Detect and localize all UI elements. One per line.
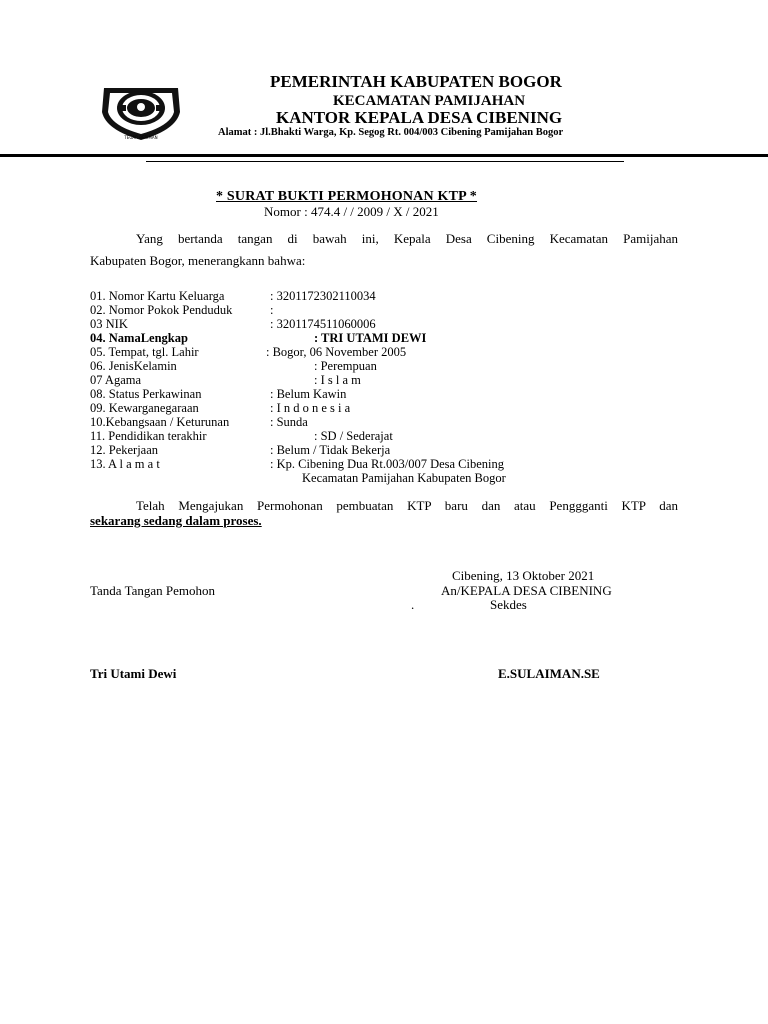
field-value: : Bogor, 06 November 2005 (266, 345, 407, 359)
field-label: 03 NIK (90, 317, 128, 331)
field-value: : I s l a m (314, 373, 361, 387)
field-value: : TRI UTAMI DEWI (314, 331, 427, 345)
document-number: Nomor : 474.4 / / 2009 / X / 2021 (264, 204, 439, 219)
field-label: 12. Pekerjaan (90, 443, 159, 457)
header-government: PEMERINTAH KABUPATEN BOGOR (270, 72, 562, 91)
field-label: 04. NamaLengkap (90, 331, 188, 345)
field-label: 02. Nomor Pokok Penduduk (90, 303, 233, 317)
field-value: : I n d o n e s i a (270, 401, 351, 415)
field-value: : Perempuan (314, 359, 377, 373)
official-office: An/KEPALA DESA CIBENING (441, 583, 612, 598)
field-value: : 3201172302110034 (270, 289, 376, 303)
field-label: 09. Kewarganegaraan (90, 401, 199, 415)
field-label: 08. Status Perkawinan (90, 387, 202, 401)
svg-text:TEGAR BERIMAN: TEGAR BERIMAN (124, 135, 158, 140)
field-value: : 3201174511060006 (270, 317, 376, 331)
field-label: 10.Kebangsaan / Keturunan (90, 415, 230, 429)
field-label: 07 Agama (90, 373, 142, 387)
village-emblem-logo (96, 78, 186, 142)
field-value: : Kp. Cibening Dua Rt.003/007 Desa Cibening (270, 457, 505, 471)
address-continuation: Kecamatan Pamijahan Kabupaten Bogor (302, 471, 506, 485)
header-address: Alamat : Jl.Bhakti Warga, Kp. Segog Rt. 004/003 Cibening Pamijahan Bogor (218, 127, 564, 138)
field-value: : SD / Sederajat (314, 429, 393, 443)
applicant-name: Tri Utami Dewi (90, 666, 177, 681)
header-divider-thin (146, 161, 624, 162)
official-name: E.SULAIMAN.SE (498, 666, 600, 681)
field-value: : Belum Kawin (270, 387, 347, 401)
document-title: * SURAT BUKTI PERMOHONAN KTP * (216, 189, 478, 204)
field-value: : Sunda (270, 415, 308, 429)
header-district: KECAMATAN PAMIJAHAN (333, 93, 526, 109)
field-label: 01. Nomor Kartu Keluarga (90, 289, 225, 303)
field-value: : (270, 303, 274, 317)
field-value: : Belum / Tidak Bekerja (270, 443, 391, 457)
header-divider-thick (0, 154, 768, 157)
statement-line-2: sekarang sedang dalam proses. (90, 513, 262, 528)
place-date: Cibening, 13 Oktober 2021 (452, 568, 595, 583)
applicant-signature-label: Tanda Tangan Pemohon (90, 583, 216, 598)
header-office: KANTOR KEPALA DESA CIBENING (276, 108, 563, 127)
field-label: 11. Pendidikan terakhir (90, 429, 207, 443)
field-label: 06. JenisKelamin (90, 359, 177, 373)
intro-line-1: Yang bertanda tangan di bawah ini, Kepala Desa Cibening Kecamatan Pamijahan (136, 231, 678, 246)
field-label: 13. A l a m a t (90, 457, 160, 471)
statement-line-1: Telah Mengajukan Permohonan pembuatan KTP baru dan atau Penggganti KTP dan (136, 498, 678, 513)
field-label: 05. Tempat, tgl. Lahir (90, 345, 199, 359)
intro-line-2: Kabupaten Bogor, menerangkann bahwa: (90, 253, 306, 268)
official-role: Sekdes (490, 597, 527, 612)
separator-dot: . (411, 597, 415, 612)
